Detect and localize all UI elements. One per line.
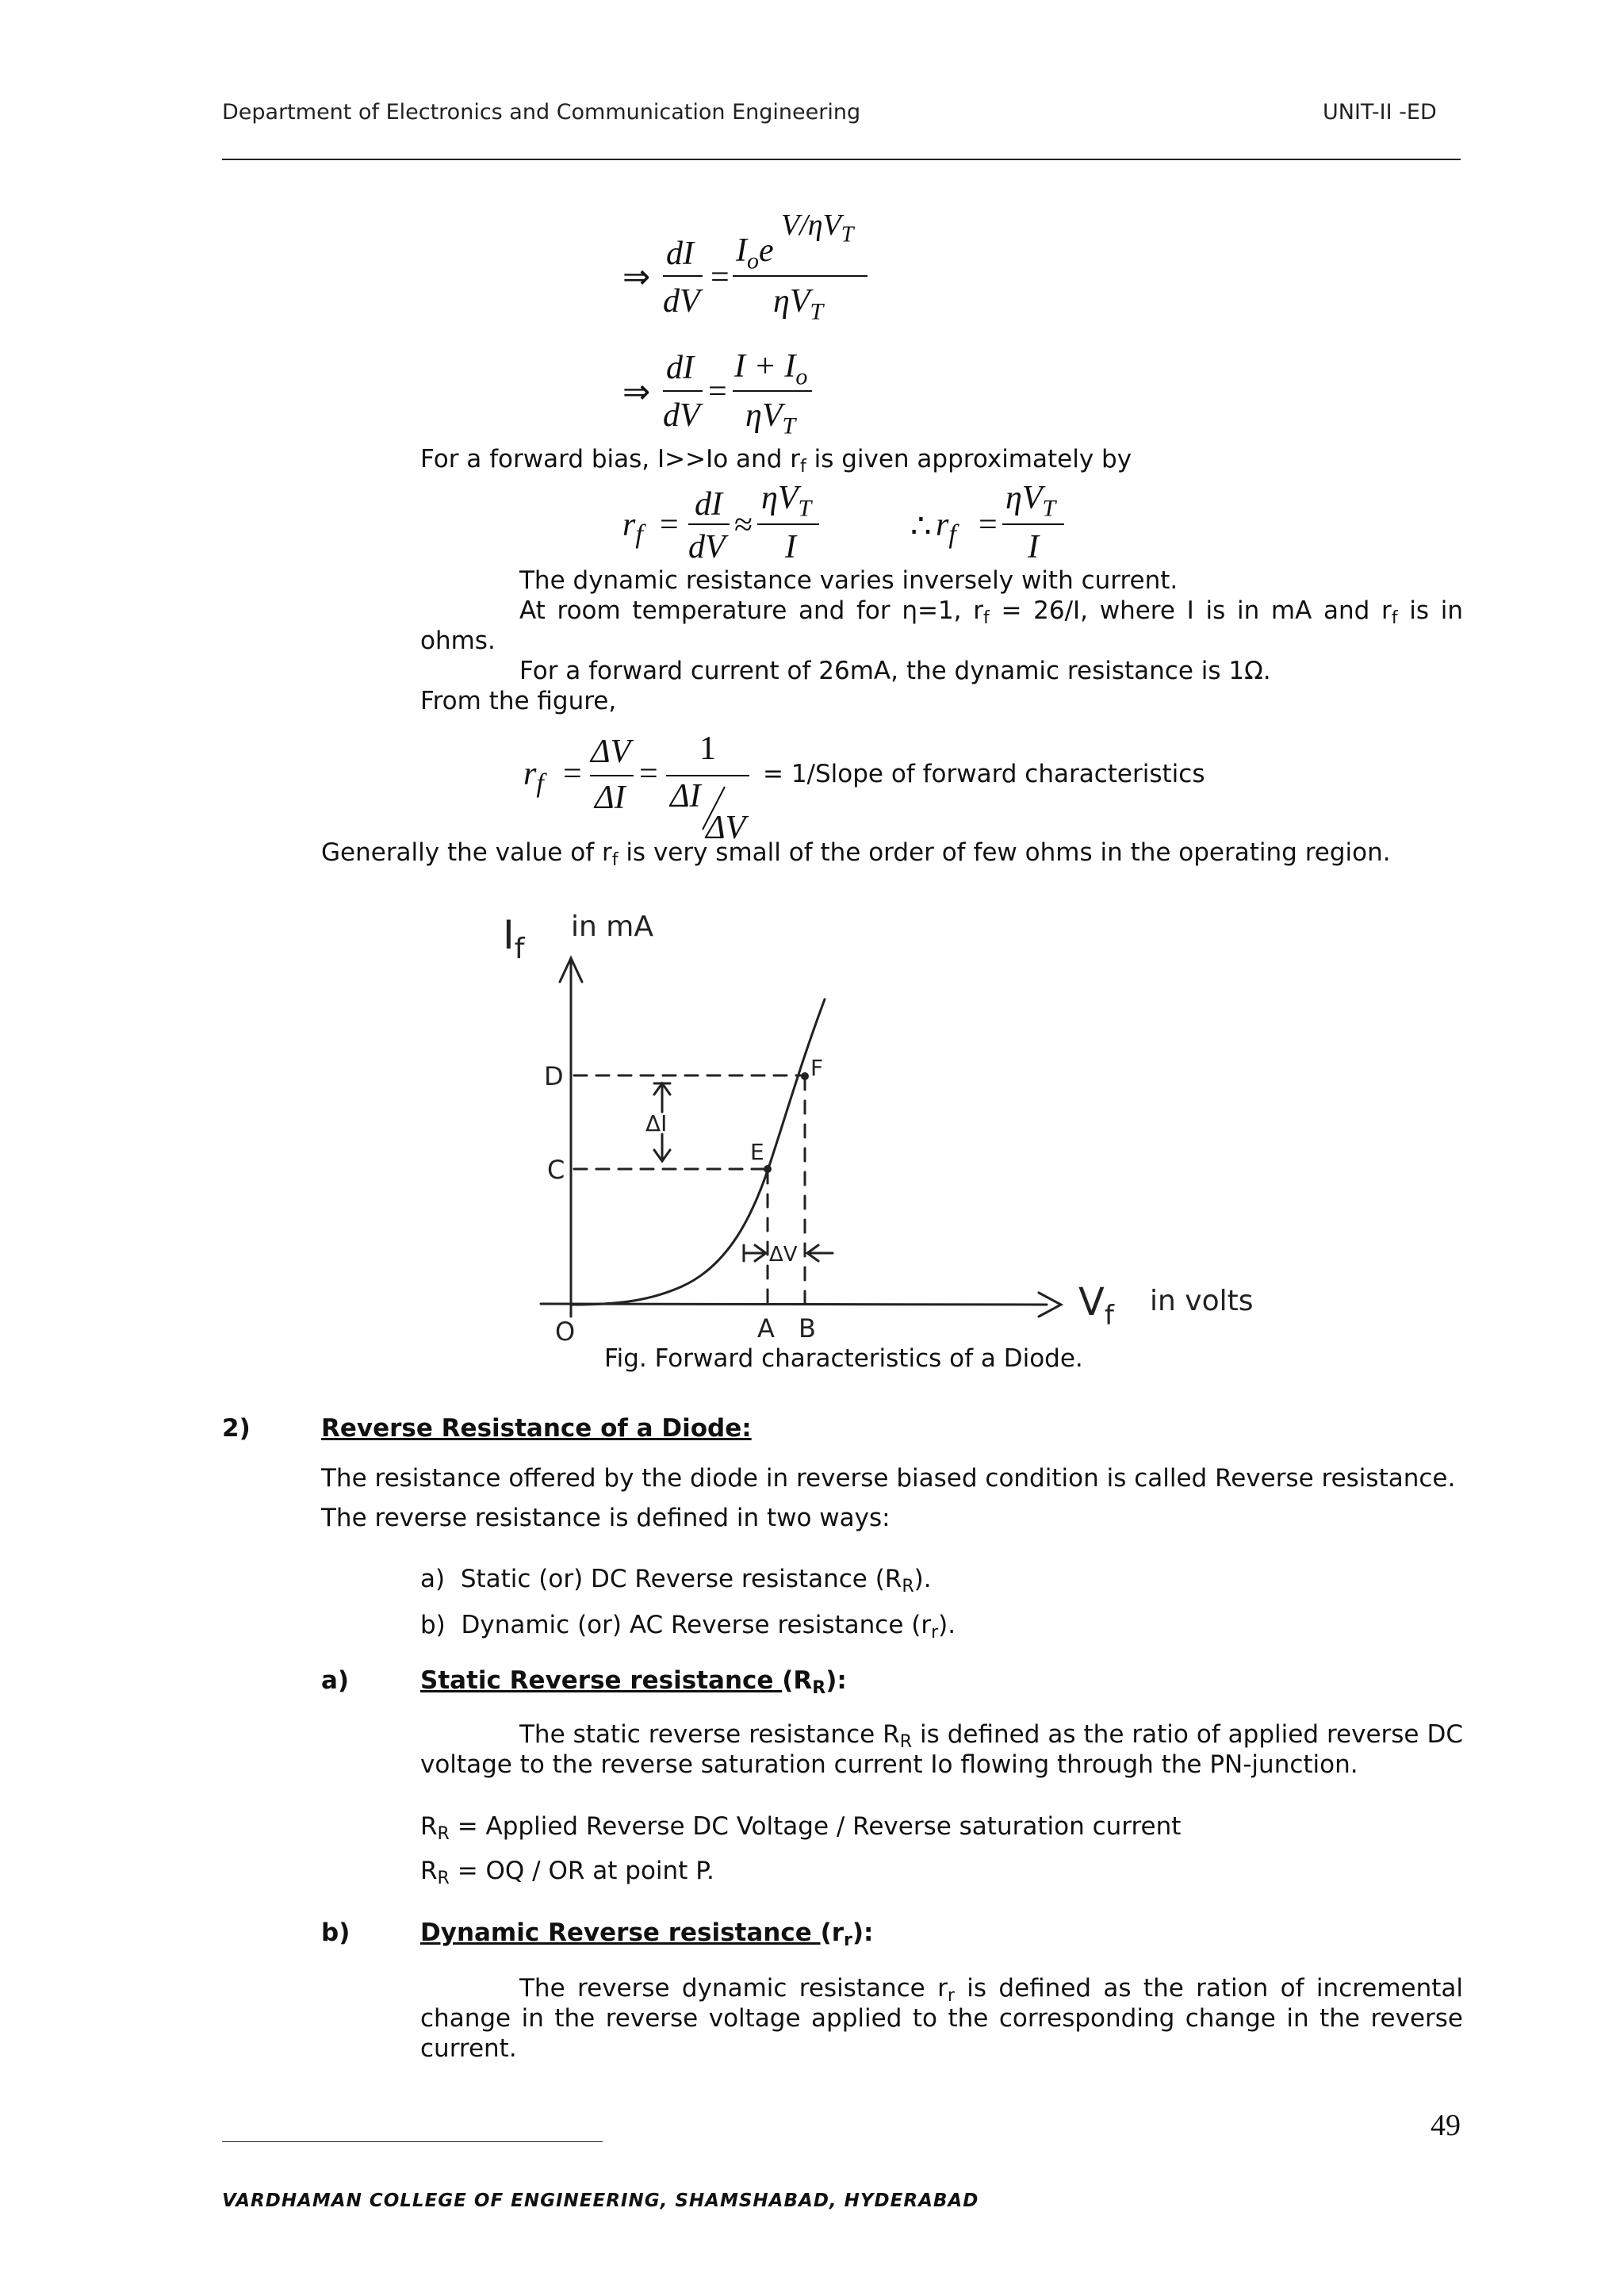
eq2-rhs-fraction-bar [733, 390, 812, 392]
forward-bias-text: For a forward bias, I>>Io and $r_f$ is given approximately by [420, 445, 1132, 477]
sub-a-para-line-2: voltage to the reverse saturation current Io flowing through the PN-junction. [420, 1750, 1358, 1779]
footer-rule [222, 2141, 603, 2142]
equals-symbol: = [639, 756, 658, 792]
page-number: 49 [1431, 2109, 1461, 2142]
y-axis-label: $I_f$ [503, 912, 525, 965]
eq1-lhs-numerator: dI [666, 236, 694, 272]
forward-26-text: For a forward current of 26mA, the dynamic resistance is 1Ω. [519, 657, 1271, 685]
rf-symbol: $r_f$ [936, 507, 956, 550]
origin-label: O [555, 1317, 576, 1347]
list-item-a: a) Static (or) DC Reverse resistance $(R_R)$. [420, 1565, 932, 1596]
x-axis-unit: in volts [1150, 1285, 1254, 1317]
eq3-denominator-1: dV [688, 529, 726, 565]
header-department: Department of Electronics and Communication Engineering [222, 100, 861, 125]
rf-symbol: $r_f$ [523, 756, 544, 799]
eq1-rhs-exponent: $V/\eta V_T$ [781, 209, 854, 247]
header-unit: UNIT-II -ED [1323, 100, 1437, 125]
eq1-lhs-denominator: dV [663, 283, 700, 320]
point-f-dot [801, 1072, 809, 1080]
eq4-numerator: $\eta V_T$ [1005, 480, 1056, 522]
forward-characteristics-figure [492, 904, 1316, 1348]
eq5-slope-text: = 1/Slope of forward characteristics [763, 760, 1205, 788]
eq3-fraction-bar-1 [688, 523, 730, 525]
from-figure-text: From the figure, [420, 687, 617, 715]
sub-b-para-line-2: change in the reverse voltage applied to the corresponding change in the reverse [420, 2004, 1463, 2033]
sub-b-title: Dynamic Reverse resistance $(r_r)$: [420, 1918, 874, 1950]
eq1-rhs-denominator: $\eta V_T$ [773, 283, 824, 325]
dynamic-inverse-text: The dynamic resistance varies inversely with current. [519, 566, 1178, 595]
eq5-fraction-bar-2 [666, 775, 749, 776]
point-e-label: E [750, 1139, 764, 1165]
sub-b-marker: b) [321, 1918, 350, 1947]
sub-a-eq-2: $R_R$ = OQ / OR at point P. [420, 1857, 714, 1888]
sub-a-eq-1: $R_R$ = Applied Reverse DC Voltage / Reverse saturation current [420, 1812, 1182, 1844]
eq3-denominator-2: I [785, 529, 796, 565]
ohms-text: ohms. [420, 627, 496, 655]
eq4-denominator: I [1028, 529, 1039, 565]
header-rule [222, 159, 1461, 160]
y-axis-unit: in mA [571, 910, 653, 943]
eq1-rhs-numerator: $I_oe$ [736, 232, 774, 274]
equals-symbol: = [563, 756, 582, 792]
eq3-numerator-1: dI [695, 486, 722, 523]
eq5-numerator-1: ΔV [591, 734, 631, 770]
point-b-label: B [799, 1313, 816, 1343]
sub-b-para-line-1: The reverse dynamic resistance $r_r$ is defined as the ration of incremental [519, 1974, 1464, 2006]
eq3-numerator-2: $\eta V_T$ [761, 480, 812, 522]
figure-caption: Fig. Forward characteristics of a Diode. [604, 1344, 1083, 1373]
point-a-label: A [757, 1313, 775, 1343]
section-2-number: 2) [222, 1414, 251, 1443]
section-2-para-2: The reverse resistance is defined in two ways: [321, 1504, 891, 1532]
section-2-para-1: The resistance offered by the diode in reverse biased condition is called Reverse resistance. [321, 1464, 1456, 1493]
eq5-denominator-2-bottom: ΔV [706, 810, 746, 846]
eq5-denominator-2-top: ΔI [670, 778, 701, 815]
sub-a-para-line-1: The static reverse resistance $R_R$ is defined as the ratio of applied reverse DC [519, 1720, 1463, 1752]
equals-symbol: = [710, 259, 730, 296]
approx-symbol: ≈ [734, 507, 753, 543]
eq2-rhs-numerator: $I + I_o$ [734, 348, 808, 390]
footer-college-name: VARDHAMAN COLLEGE OF ENGINEERING, SHAMSHABAD, HYDERABAD [222, 2191, 979, 2211]
eq1-lhs-fraction-bar [663, 275, 703, 277]
eq2-rhs-denominator: $\eta V_T$ [745, 397, 796, 439]
eq2-lhs-numerator: dI [666, 350, 694, 386]
eq2-lhs-denominator: dV [663, 397, 700, 434]
generally-text: Generally the value of $r_f$ is very small of the order of few ohms in the operating region. [321, 838, 1391, 870]
sub-a-marker: a) [321, 1666, 350, 1695]
equals-symbol: = [660, 507, 679, 543]
delta-i-label: ΔI [645, 1110, 668, 1137]
therefore-symbol: ∴ [910, 508, 932, 545]
section-2-title: Reverse Resistance of a Diode: [321, 1414, 752, 1443]
list-item-b: b) Dynamic (or) AC Reverse resistance $(r_r)$. [420, 1611, 956, 1642]
equals-symbol: = [979, 507, 998, 543]
delta-v-label: ΔV [769, 1243, 798, 1267]
equals-symbol: = [708, 374, 727, 410]
implies-symbol: ⇒ [622, 374, 651, 411]
implies-symbol: ⇒ [622, 259, 651, 296]
point-c-label: C [547, 1155, 565, 1185]
point-d-label: D [544, 1061, 564, 1091]
point-e-dot [764, 1165, 772, 1173]
point-f-label: F [810, 1055, 824, 1081]
x-axis-label: $V_f$ [1078, 1280, 1114, 1332]
eq2-lhs-fraction-bar [663, 390, 703, 392]
eq5-numerator-2: 1 [699, 730, 716, 767]
rf-symbol: $r_f$ [622, 507, 643, 550]
eq3-fraction-bar-2 [757, 523, 819, 525]
sub-b-para-line-3: current. [420, 2034, 517, 2063]
eq1-rhs-fraction-bar [733, 275, 868, 277]
room-temp-text: At room temperature and for η=1, $r_f = 26/I$, where I is in mA and $r_f$ is in [519, 596, 1463, 628]
eq5-fraction-bar-1 [590, 775, 634, 776]
eq4-fraction-bar [1002, 523, 1064, 525]
sub-a-title: Static Reverse resistance $(R_R)$: [420, 1666, 847, 1698]
eq5-denominator-1: ΔI [595, 780, 626, 816]
